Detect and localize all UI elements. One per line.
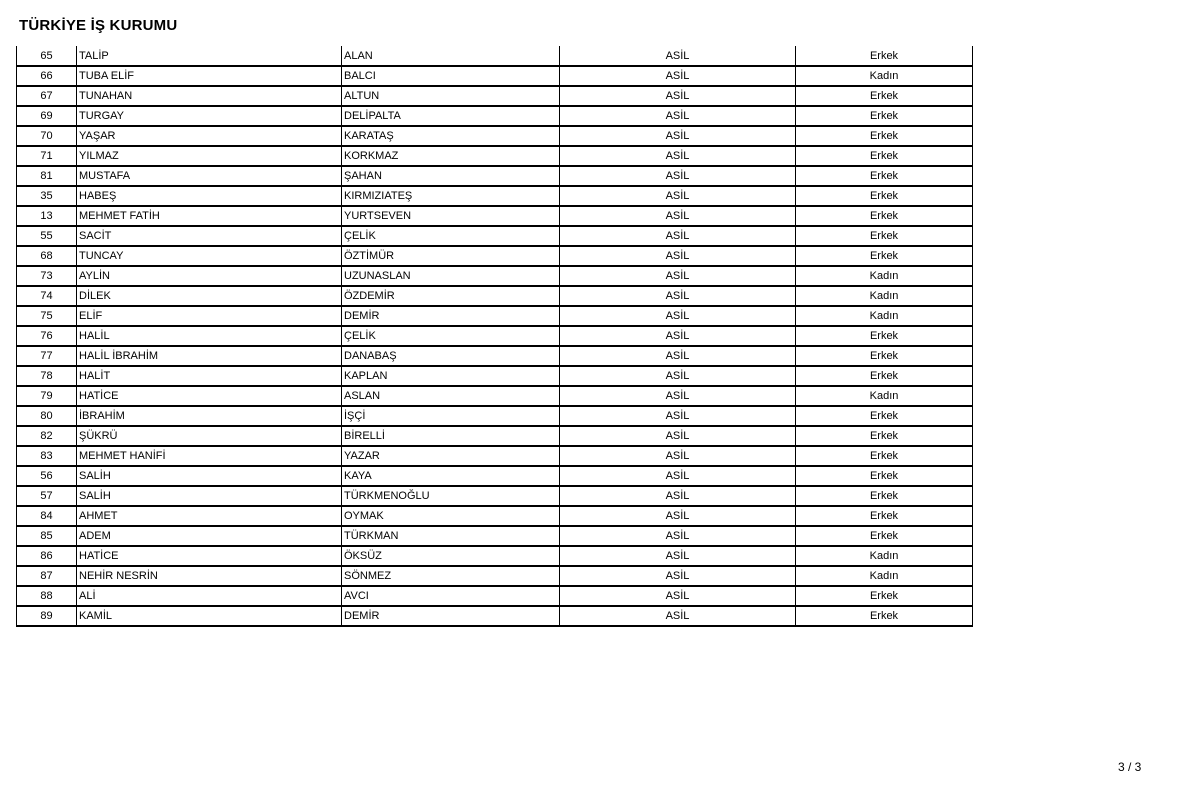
table-row bbox=[17, 186, 973, 206]
gender-cell: Erkek bbox=[796, 326, 973, 346]
row-number: 76 bbox=[17, 326, 77, 346]
table-row bbox=[17, 106, 973, 126]
row-number: 55 bbox=[17, 226, 77, 246]
row-number: 89 bbox=[17, 606, 77, 626]
status-cell: ASİL bbox=[560, 166, 796, 186]
surname-cell: KAYA bbox=[342, 466, 560, 486]
first-name-cell: MEHMET HANİFİ bbox=[77, 446, 342, 466]
gender-cell: Kadın bbox=[796, 66, 973, 86]
surname-cell: ÖZDEMİR bbox=[342, 286, 560, 306]
status-cell: ASİL bbox=[560, 206, 796, 226]
first-name-cell: KAMİL bbox=[77, 606, 342, 626]
status-cell: ASİL bbox=[560, 566, 796, 586]
first-name-cell: ADEM bbox=[77, 526, 342, 546]
table-row bbox=[17, 506, 973, 526]
gender-cell: Erkek bbox=[796, 426, 973, 446]
page-indicator: 3 / 3 bbox=[1118, 760, 1142, 774]
first-name-cell: HATİCE bbox=[77, 546, 342, 566]
surname-cell: OYMAK bbox=[342, 506, 560, 526]
row-number: 79 bbox=[17, 386, 77, 406]
status-cell: ASİL bbox=[560, 106, 796, 126]
status-cell: ASİL bbox=[560, 366, 796, 386]
first-name-cell: SACİT bbox=[77, 226, 342, 246]
row-number: 85 bbox=[17, 526, 77, 546]
gender-cell: Erkek bbox=[796, 606, 973, 626]
row-number: 66 bbox=[17, 66, 77, 86]
gender-cell: Kadın bbox=[796, 306, 973, 326]
gender-cell: Erkek bbox=[796, 366, 973, 386]
first-name-cell: HALİL İBRAHİM bbox=[77, 346, 342, 366]
status-cell: ASİL bbox=[560, 386, 796, 406]
table-row bbox=[17, 466, 973, 486]
table-row bbox=[17, 486, 973, 506]
first-name-cell: YILMAZ bbox=[77, 146, 342, 166]
first-name-cell: HATİCE bbox=[77, 386, 342, 406]
surname-cell: ASLAN bbox=[342, 386, 560, 406]
row-number: 86 bbox=[17, 546, 77, 566]
row-number: 84 bbox=[17, 506, 77, 526]
table-row bbox=[17, 306, 973, 326]
first-name-cell: ALİ bbox=[77, 586, 342, 606]
gender-cell: Erkek bbox=[796, 46, 973, 66]
table-row bbox=[17, 126, 973, 146]
table-row bbox=[17, 526, 973, 546]
surname-cell: KORKMAZ bbox=[342, 146, 560, 166]
status-cell: ASİL bbox=[560, 66, 796, 86]
surname-cell: SÖNMEZ bbox=[342, 566, 560, 586]
status-cell: ASİL bbox=[560, 546, 796, 566]
gender-cell: Erkek bbox=[796, 346, 973, 366]
first-name-cell: ŞÜKRÜ bbox=[77, 426, 342, 446]
status-cell: ASİL bbox=[560, 486, 796, 506]
status-cell: ASİL bbox=[560, 426, 796, 446]
table-row bbox=[17, 86, 973, 106]
gender-cell: Erkek bbox=[796, 86, 973, 106]
status-cell: ASİL bbox=[560, 506, 796, 526]
first-name-cell: TUBA ELİF bbox=[77, 66, 342, 86]
row-number: 81 bbox=[17, 166, 77, 186]
first-name-cell: ELİF bbox=[77, 306, 342, 326]
status-cell: ASİL bbox=[560, 266, 796, 286]
table-row bbox=[17, 326, 973, 346]
surname-cell: YURTSEVEN bbox=[342, 206, 560, 226]
first-name-cell: YAŞAR bbox=[77, 126, 342, 146]
gender-cell: Erkek bbox=[796, 246, 973, 266]
status-cell: ASİL bbox=[560, 586, 796, 606]
page-title: TÜRKİYE İŞ KURUMU bbox=[19, 17, 178, 34]
surname-cell: DANABAŞ bbox=[342, 346, 560, 366]
first-name-cell: TALİP bbox=[77, 46, 342, 66]
gender-cell: Erkek bbox=[796, 226, 973, 246]
status-cell: ASİL bbox=[560, 146, 796, 166]
surname-cell: BİRELLİ bbox=[342, 426, 560, 446]
table-row bbox=[17, 166, 973, 186]
status-cell: ASİL bbox=[560, 606, 796, 626]
status-cell: ASİL bbox=[560, 466, 796, 486]
gender-cell: Kadın bbox=[796, 386, 973, 406]
row-number: 73 bbox=[17, 266, 77, 286]
surname-cell: ŞAHAN bbox=[342, 166, 560, 186]
status-cell: ASİL bbox=[560, 446, 796, 466]
table-row bbox=[17, 386, 973, 406]
status-cell: ASİL bbox=[560, 226, 796, 246]
status-cell: ASİL bbox=[560, 326, 796, 346]
status-cell: ASİL bbox=[560, 86, 796, 106]
table-row bbox=[17, 346, 973, 366]
table-row bbox=[17, 546, 973, 566]
row-number: 82 bbox=[17, 426, 77, 446]
surname-cell: ÇELİK bbox=[342, 326, 560, 346]
first-name-cell: HABEŞ bbox=[77, 186, 342, 206]
gender-cell: Erkek bbox=[796, 166, 973, 186]
table-row bbox=[17, 606, 973, 626]
first-name-cell: HALİT bbox=[77, 366, 342, 386]
table-row bbox=[17, 406, 973, 426]
row-number: 77 bbox=[17, 346, 77, 366]
gender-cell: Erkek bbox=[796, 506, 973, 526]
first-name-cell: NEHİR NESRİN bbox=[77, 566, 342, 586]
table-row bbox=[17, 226, 973, 246]
first-name-cell: TUNCAY bbox=[77, 246, 342, 266]
surname-cell: KAPLAN bbox=[342, 366, 560, 386]
surname-cell: AVCI bbox=[342, 586, 560, 606]
status-cell: ASİL bbox=[560, 186, 796, 206]
row-number: 74 bbox=[17, 286, 77, 306]
surname-cell: ALTUN bbox=[342, 86, 560, 106]
gender-cell: Erkek bbox=[796, 466, 973, 486]
table-row bbox=[17, 426, 973, 446]
gender-cell: Erkek bbox=[796, 406, 973, 426]
row-number: 83 bbox=[17, 446, 77, 466]
row-number: 88 bbox=[17, 586, 77, 606]
gender-cell: Kadın bbox=[796, 566, 973, 586]
first-name-cell: SALİH bbox=[77, 486, 342, 506]
status-cell: ASİL bbox=[560, 306, 796, 326]
first-name-cell: SALİH bbox=[77, 466, 342, 486]
first-name-cell: İBRAHİM bbox=[77, 406, 342, 426]
surname-cell: İŞÇİ bbox=[342, 406, 560, 426]
surname-cell: ÇELİK bbox=[342, 226, 560, 246]
first-name-cell: HALİL bbox=[77, 326, 342, 346]
row-number: 80 bbox=[17, 406, 77, 426]
row-number: 68 bbox=[17, 246, 77, 266]
surname-cell: ALAN bbox=[342, 46, 560, 66]
first-name-cell: DİLEK bbox=[77, 286, 342, 306]
surname-cell: KIRMIZIATEŞ bbox=[342, 186, 560, 206]
candidate-table bbox=[16, 46, 973, 627]
surname-cell: TÜRKMENOĞLU bbox=[342, 486, 560, 506]
table-row bbox=[17, 46, 973, 66]
gender-cell: Kadın bbox=[796, 546, 973, 566]
gender-cell: Erkek bbox=[796, 186, 973, 206]
table-row bbox=[17, 366, 973, 386]
surname-cell: DEMİR bbox=[342, 606, 560, 626]
table-row bbox=[17, 586, 973, 606]
surname-cell: YAZAR bbox=[342, 446, 560, 466]
table-row bbox=[17, 246, 973, 266]
surname-cell: TÜRKMAN bbox=[342, 526, 560, 546]
gender-cell: Erkek bbox=[796, 586, 973, 606]
status-cell: ASİL bbox=[560, 346, 796, 366]
gender-cell: Kadın bbox=[796, 286, 973, 306]
first-name-cell: AHMET bbox=[77, 506, 342, 526]
gender-cell: Erkek bbox=[796, 486, 973, 506]
status-cell: ASİL bbox=[560, 526, 796, 546]
status-cell: ASİL bbox=[560, 126, 796, 146]
row-number: 13 bbox=[17, 206, 77, 226]
surname-cell: BALCI bbox=[342, 66, 560, 86]
table-row bbox=[17, 146, 973, 166]
first-name-cell: MEHMET FATİH bbox=[77, 206, 342, 226]
first-name-cell: TURGAY bbox=[77, 106, 342, 126]
row-number: 87 bbox=[17, 566, 77, 586]
gender-cell: Erkek bbox=[796, 526, 973, 546]
surname-cell: ÖKSÜZ bbox=[342, 546, 560, 566]
table-row bbox=[17, 266, 973, 286]
row-number: 67 bbox=[17, 86, 77, 106]
gender-cell: Kadın bbox=[796, 266, 973, 286]
surname-cell: DELİPALTA bbox=[342, 106, 560, 126]
candidate-table-body bbox=[17, 46, 973, 626]
status-cell: ASİL bbox=[560, 286, 796, 306]
status-cell: ASİL bbox=[560, 406, 796, 426]
first-name-cell: AYLİN bbox=[77, 266, 342, 286]
gender-cell: Erkek bbox=[796, 126, 973, 146]
gender-cell: Erkek bbox=[796, 446, 973, 466]
surname-cell: UZUNASLAN bbox=[342, 266, 560, 286]
row-number: 75 bbox=[17, 306, 77, 326]
row-number: 35 bbox=[17, 186, 77, 206]
row-number: 65 bbox=[17, 46, 77, 66]
status-cell: ASİL bbox=[560, 46, 796, 66]
surname-cell: ÖZTİMÜR bbox=[342, 246, 560, 266]
row-number: 69 bbox=[17, 106, 77, 126]
row-number: 78 bbox=[17, 366, 77, 386]
first-name-cell: TUNAHAN bbox=[77, 86, 342, 106]
row-number: 71 bbox=[17, 146, 77, 166]
table-row bbox=[17, 206, 973, 226]
row-number: 56 bbox=[17, 466, 77, 486]
gender-cell: Erkek bbox=[796, 106, 973, 126]
surname-cell: DEMİR bbox=[342, 306, 560, 326]
first-name-cell: MUSTAFA bbox=[77, 166, 342, 186]
table-row bbox=[17, 286, 973, 306]
row-number: 57 bbox=[17, 486, 77, 506]
surname-cell: KARATAŞ bbox=[342, 126, 560, 146]
table-row bbox=[17, 66, 973, 86]
status-cell: ASİL bbox=[560, 246, 796, 266]
gender-cell: Erkek bbox=[796, 206, 973, 226]
gender-cell: Erkek bbox=[796, 146, 973, 166]
table-row bbox=[17, 446, 973, 466]
row-number: 70 bbox=[17, 126, 77, 146]
table-row bbox=[17, 566, 973, 586]
